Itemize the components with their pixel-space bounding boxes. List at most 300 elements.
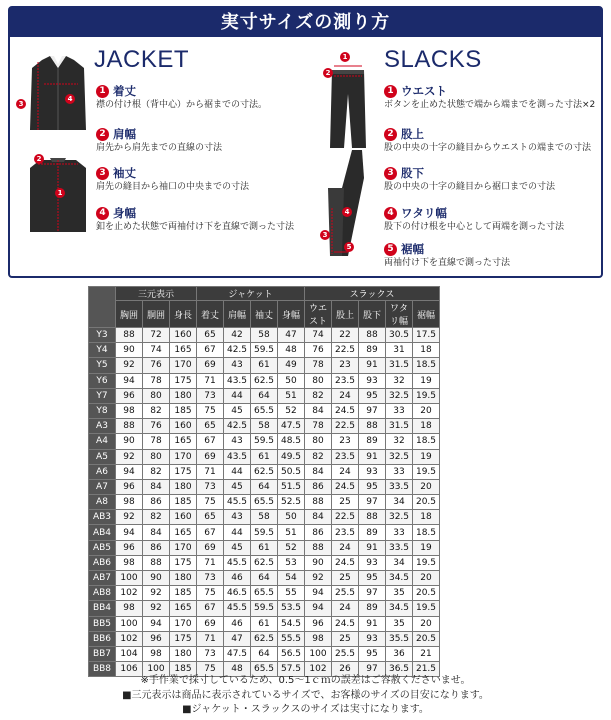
number-badge: 5 (384, 243, 397, 256)
table-cell: 18.5 (413, 525, 440, 540)
slacks-marker-4: 4 (342, 207, 352, 217)
table-cell: 55.5 (278, 631, 305, 646)
table-cell: 100 (143, 662, 170, 677)
table-cell: 44 (224, 525, 251, 540)
column-header: 身幅 (278, 301, 305, 328)
table-row (89, 479, 440, 494)
table-cell: 84 (143, 525, 170, 540)
table-cell: 43 (224, 358, 251, 373)
table-corner (89, 287, 116, 328)
item-title: 裾幅 (401, 242, 424, 256)
table-cell: 23.5 (332, 449, 359, 464)
table-cell: 90 (143, 571, 170, 586)
table-cell: 35.5 (386, 631, 413, 646)
table-cell: 36.5 (386, 662, 413, 677)
table-cell: 180 (170, 646, 197, 661)
table-cell: 175 (170, 555, 197, 570)
table-cell: 34.5 (386, 571, 413, 586)
table-cell: 33 (386, 403, 413, 418)
table-cell: 62.5 (251, 555, 278, 570)
table-cell: 76 (143, 358, 170, 373)
table-cell: 89 (359, 525, 386, 540)
table-row (89, 571, 440, 586)
table-cell: 24.5 (332, 555, 359, 570)
table-cell: 165 (170, 343, 197, 358)
item-title: ワタリ幅 (401, 206, 447, 220)
table-cell: 84 (305, 510, 332, 525)
table-cell: 52 (278, 540, 305, 555)
table-cell: 32 (386, 373, 413, 388)
group-header-jacket: ジャケット (197, 287, 305, 301)
table-cell: 62.5 (251, 631, 278, 646)
table-cell: 88 (359, 328, 386, 343)
table-cell: 47 (224, 631, 251, 646)
table-row (89, 510, 440, 525)
table-cell: 45 (224, 479, 251, 494)
table-cell: 71 (197, 555, 224, 570)
table-cell: 80 (143, 449, 170, 464)
table-cell: 89 (359, 343, 386, 358)
table-cell: 170 (170, 616, 197, 631)
table-cell: 73 (197, 479, 224, 494)
table-cell: 78 (143, 434, 170, 449)
table-cell: 75 (197, 586, 224, 601)
table-cell: 47.5 (224, 646, 251, 661)
size-label: Y4 (89, 343, 116, 358)
table-cell: 22.5 (332, 510, 359, 525)
table-cell: 54 (278, 571, 305, 586)
table-cell: 69 (197, 616, 224, 631)
table-cell: 92 (143, 586, 170, 601)
table-cell: 185 (170, 586, 197, 601)
table-cell: 61 (251, 358, 278, 373)
table-cell: 80 (143, 388, 170, 403)
table-cell: 19.5 (413, 601, 440, 616)
size-label: BB5 (89, 616, 116, 631)
table-cell: 98 (116, 403, 143, 418)
table-cell: 25.5 (332, 646, 359, 661)
table-cell: 170 (170, 358, 197, 373)
table-cell: 102 (116, 586, 143, 601)
table-cell: 97 (359, 495, 386, 510)
table-cell: 91 (359, 358, 386, 373)
item-title: 袖丈 (113, 166, 136, 180)
table-row (89, 373, 440, 388)
table-cell: 175 (170, 631, 197, 646)
table-cell: 78 (305, 358, 332, 373)
table-cell: 33 (386, 464, 413, 479)
table-cell: 31 (386, 343, 413, 358)
size-label: A3 (89, 419, 116, 434)
table-cell: 86 (143, 495, 170, 510)
number-badge: 4 (384, 207, 397, 220)
table-cell: 30.5 (386, 328, 413, 343)
table-cell: 90 (116, 434, 143, 449)
table-cell: 86 (305, 479, 332, 494)
item-description: 股の中央の十字の縫目から裾口までの寸法 (384, 182, 556, 192)
table-cell: 96 (116, 540, 143, 555)
item-description: 肩先から肩先までの直線の寸法 (96, 143, 223, 153)
table-cell: 65 (197, 328, 224, 343)
table-cell: 19 (413, 373, 440, 388)
table-cell: 20.5 (413, 586, 440, 601)
table-cell: 94 (143, 616, 170, 631)
table-cell: 84 (143, 479, 170, 494)
footnotes (0, 674, 611, 718)
column-header: 股上 (332, 301, 359, 328)
table-cell: 47 (278, 328, 305, 343)
table-cell: 52 (278, 403, 305, 418)
table-cell: 24.5 (332, 403, 359, 418)
size-label: AB8 (89, 586, 116, 601)
size-label: AB7 (89, 571, 116, 586)
group-header-sangen: 三元表示 (116, 287, 197, 301)
table-cell: 19.5 (413, 555, 440, 570)
table-cell: 54.5 (278, 616, 305, 631)
table-cell: 102 (305, 662, 332, 677)
table-row (89, 358, 440, 373)
table-cell: 160 (170, 419, 197, 434)
table-cell: 180 (170, 571, 197, 586)
table-cell: 73 (197, 388, 224, 403)
table-row (89, 403, 440, 418)
size-label: Y5 (89, 358, 116, 373)
jacket-front-illustration (28, 54, 88, 134)
table-cell: 51 (278, 388, 305, 403)
table-cell: 20 (413, 403, 440, 418)
size-label: BB8 (89, 662, 116, 677)
size-label: A7 (89, 479, 116, 494)
column-header: 袖丈 (251, 301, 278, 328)
table-cell: 42.5 (224, 419, 251, 434)
table-cell: 102 (116, 631, 143, 646)
table-cell: 96 (116, 479, 143, 494)
table-cell: 88 (359, 419, 386, 434)
number-badge: 3 (384, 167, 397, 180)
table-row (89, 449, 440, 464)
table-cell: 25 (332, 631, 359, 646)
table-cell: 25.5 (332, 586, 359, 601)
table-cell: 45.5 (224, 555, 251, 570)
table-cell: 64 (251, 646, 278, 661)
table-cell: 88 (143, 555, 170, 570)
size-label: Y6 (89, 373, 116, 388)
slacks-heading: SLACKS (384, 46, 482, 73)
table-cell: 86 (305, 525, 332, 540)
table-row (89, 555, 440, 570)
table-cell: 82 (305, 449, 332, 464)
table-cell: 46 (224, 571, 251, 586)
table-cell: 96 (305, 616, 332, 631)
table-cell: 17.5 (413, 328, 440, 343)
item-description: 襟の付け根（背中心）から裾までの寸法。 (96, 100, 268, 110)
table-cell: 88 (116, 419, 143, 434)
table-cell: 24.5 (332, 616, 359, 631)
size-label: A4 (89, 434, 116, 449)
table-cell: 89 (359, 601, 386, 616)
number-badge: 3 (96, 167, 109, 180)
table-cell: 43.5 (224, 373, 251, 388)
table-cell: 59.5 (251, 601, 278, 616)
table-cell: 33 (386, 525, 413, 540)
table-cell: 98 (305, 631, 332, 646)
table-cell: 55 (278, 586, 305, 601)
size-label: A6 (89, 464, 116, 479)
table-cell: 100 (305, 646, 332, 661)
table-cell: 97 (359, 662, 386, 677)
table-cell: 175 (170, 373, 197, 388)
table-cell: 50.5 (278, 464, 305, 479)
table-cell: 97 (359, 403, 386, 418)
table-cell: 93 (359, 373, 386, 388)
table-cell: 46.5 (224, 586, 251, 601)
table-row (89, 646, 440, 661)
table-cell: 69 (197, 358, 224, 373)
table-cell: 48 (278, 343, 305, 358)
table-cell: 97 (359, 586, 386, 601)
table-cell: 43.5 (224, 449, 251, 464)
table-cell: 18 (413, 343, 440, 358)
jacket-heading: JACKET (94, 46, 190, 73)
size-label: Y8 (89, 403, 116, 418)
table-cell: 89 (359, 434, 386, 449)
item-title: 股下 (401, 166, 424, 180)
table-cell: 75 (197, 403, 224, 418)
item-title: 着丈 (113, 84, 136, 98)
table-cell: 22.5 (332, 343, 359, 358)
table-cell: 82 (143, 403, 170, 418)
table-row (89, 328, 440, 343)
table-cell: 58 (251, 510, 278, 525)
item-description: 両袖付け下を直線で測った寸法 (384, 258, 511, 268)
table-cell: 64 (251, 388, 278, 403)
table-cell: 24.5 (332, 479, 359, 494)
table-cell: 73 (197, 571, 224, 586)
footnote: ※手作業で採寸しているため、0.5～1ｃｍの誤差はご容赦くださいませ。 (140, 675, 471, 686)
table-cell: 22.5 (332, 419, 359, 434)
table-cell: 71 (197, 631, 224, 646)
table-cell: 33.5 (386, 479, 413, 494)
table-cell: 86 (143, 540, 170, 555)
table-cell: 88 (305, 540, 332, 555)
table-cell: 84 (305, 403, 332, 418)
table-cell: 92 (305, 571, 332, 586)
table-cell: 67 (197, 525, 224, 540)
table-cell: 73 (197, 646, 224, 661)
table-cell: 56.5 (278, 646, 305, 661)
size-label: AB6 (89, 555, 116, 570)
table-cell: 20 (413, 479, 440, 494)
table-cell: 93 (359, 464, 386, 479)
table-cell: 20 (413, 616, 440, 631)
column-header: 着丈 (197, 301, 224, 328)
table-cell: 95 (359, 646, 386, 661)
table-cell: 36 (386, 646, 413, 661)
table-cell: 18.5 (413, 434, 440, 449)
table-cell: 76 (143, 419, 170, 434)
table-cell: 21 (413, 646, 440, 661)
table-cell: 175 (170, 464, 197, 479)
table-cell: 23.5 (332, 525, 359, 540)
table-row (89, 343, 440, 358)
table-cell: 19 (413, 540, 440, 555)
table-cell: 95 (359, 571, 386, 586)
column-header: 胴囲 (143, 301, 170, 328)
table-cell: 92 (143, 601, 170, 616)
size-label: BB7 (89, 646, 116, 661)
table-row (89, 601, 440, 616)
column-header: 身長 (170, 301, 197, 328)
table-cell: 59.5 (251, 343, 278, 358)
table-cell: 45.5 (224, 495, 251, 510)
table-cell: 82 (305, 388, 332, 403)
number-badge: 2 (384, 128, 397, 141)
table-cell: 45 (224, 540, 251, 555)
table-cell: 76 (305, 343, 332, 358)
table-cell: 18.5 (413, 358, 440, 373)
table-cell: 71 (197, 464, 224, 479)
table-cell: 90 (305, 555, 332, 570)
table-cell: 65 (197, 510, 224, 525)
size-label: A8 (89, 495, 116, 510)
table-cell: 23 (332, 434, 359, 449)
table-cell: 69 (197, 449, 224, 464)
table-cell: 170 (170, 540, 197, 555)
table-cell: 94 (116, 464, 143, 479)
slacks-marker-5: 5 (344, 242, 354, 252)
guide-title: 実寸サイズの測り方 (10, 8, 601, 37)
table-cell: 170 (170, 449, 197, 464)
table-cell: 93 (359, 555, 386, 570)
table-cell: 95 (359, 388, 386, 403)
item-description: 股下の付け根を中心として両端を測った寸法 (384, 222, 565, 232)
size-label: AB4 (89, 525, 116, 540)
table-cell: 32.5 (386, 449, 413, 464)
footnote: ■ジャケット・スラックスのサイズは実寸になります。 (182, 704, 429, 715)
table-cell: 25 (332, 495, 359, 510)
table-cell: 25 (332, 571, 359, 586)
table-cell: 160 (170, 510, 197, 525)
table-cell: 72 (143, 328, 170, 343)
table-cell: 100 (116, 571, 143, 586)
table-cell: 100 (116, 616, 143, 631)
table-cell: 61 (251, 449, 278, 464)
table-cell: 50 (278, 510, 305, 525)
table-row (89, 388, 440, 403)
table-cell: 92 (116, 510, 143, 525)
slacks-marker-2: 2 (323, 68, 333, 78)
table-cell: 20.5 (413, 631, 440, 646)
number-badge: 1 (96, 85, 109, 98)
table-cell: 43 (224, 434, 251, 449)
table-cell: 47.5 (278, 419, 305, 434)
table-cell: 88 (305, 495, 332, 510)
table-cell: 24 (332, 388, 359, 403)
table-cell: 92 (116, 449, 143, 464)
table-cell: 59.5 (251, 434, 278, 449)
table-cell: 185 (170, 662, 197, 677)
table-cell: 160 (170, 328, 197, 343)
table-cell: 58 (251, 419, 278, 434)
table-cell: 46 (224, 616, 251, 631)
table-cell: 80 (305, 434, 332, 449)
table-cell: 18 (413, 510, 440, 525)
table-cell: 50 (278, 373, 305, 388)
table-cell: 61 (251, 540, 278, 555)
size-label: Y7 (89, 388, 116, 403)
table-cell: 106 (116, 662, 143, 677)
column-header: 胸囲 (116, 301, 143, 328)
size-label: AB5 (89, 540, 116, 555)
table-cell: 61 (251, 616, 278, 631)
size-label: BB6 (89, 631, 116, 646)
table-cell: 91 (359, 616, 386, 631)
table-cell: 45 (224, 403, 251, 418)
table-row (89, 540, 440, 555)
table-row (89, 434, 440, 449)
table-cell: 23 (332, 358, 359, 373)
table-cell: 185 (170, 403, 197, 418)
table-cell: 64 (251, 479, 278, 494)
table-cell: 94 (116, 373, 143, 388)
item-title: ウエスト (401, 84, 447, 98)
table-cell: 93 (359, 631, 386, 646)
item-title: 肩幅 (113, 127, 136, 141)
table-cell: 19.5 (413, 388, 440, 403)
table-cell: 49 (278, 358, 305, 373)
table-cell: 90 (116, 343, 143, 358)
table-cell: 32.5 (386, 510, 413, 525)
column-header: 股下 (359, 301, 386, 328)
slacks-item-2 (384, 127, 591, 155)
table-cell: 22 (332, 328, 359, 343)
item-title: 股上 (401, 127, 424, 141)
table-cell: 185 (170, 495, 197, 510)
table-cell: 74 (305, 328, 332, 343)
item-title: 身幅 (113, 206, 136, 220)
table-cell: 165 (170, 525, 197, 540)
size-label: A5 (89, 449, 116, 464)
table-cell: 32 (386, 434, 413, 449)
table-cell: 65.5 (251, 662, 278, 677)
table-cell: 23.5 (332, 373, 359, 388)
table-body (89, 328, 440, 677)
jacket-marker-4: 4 (65, 94, 75, 104)
table-row (89, 464, 440, 479)
table-cell: 32.5 (386, 388, 413, 403)
item-description: 股の中央の十字の縫目からウエストの端までの寸法 (384, 143, 592, 153)
table-cell: 34 (386, 555, 413, 570)
table-cell: 19.5 (413, 464, 440, 479)
table-cell: 65.5 (251, 403, 278, 418)
table-cell: 69 (197, 540, 224, 555)
column-header: 肩幅 (224, 301, 251, 328)
table-cell: 98 (116, 555, 143, 570)
table-cell: 64 (251, 571, 278, 586)
table-cell: 88 (116, 328, 143, 343)
table-cell: 21.5 (413, 662, 440, 677)
jacket-marker-1: 1 (55, 188, 65, 198)
table-row (89, 586, 440, 601)
table-column-header (89, 301, 440, 328)
table-cell: 31.5 (386, 419, 413, 434)
table-cell: 65 (197, 419, 224, 434)
table-cell: 98 (116, 601, 143, 616)
table-cell: 74 (143, 343, 170, 358)
table-cell: 43 (224, 510, 251, 525)
table-cell: 19 (413, 449, 440, 464)
measurement-guide (8, 6, 603, 278)
